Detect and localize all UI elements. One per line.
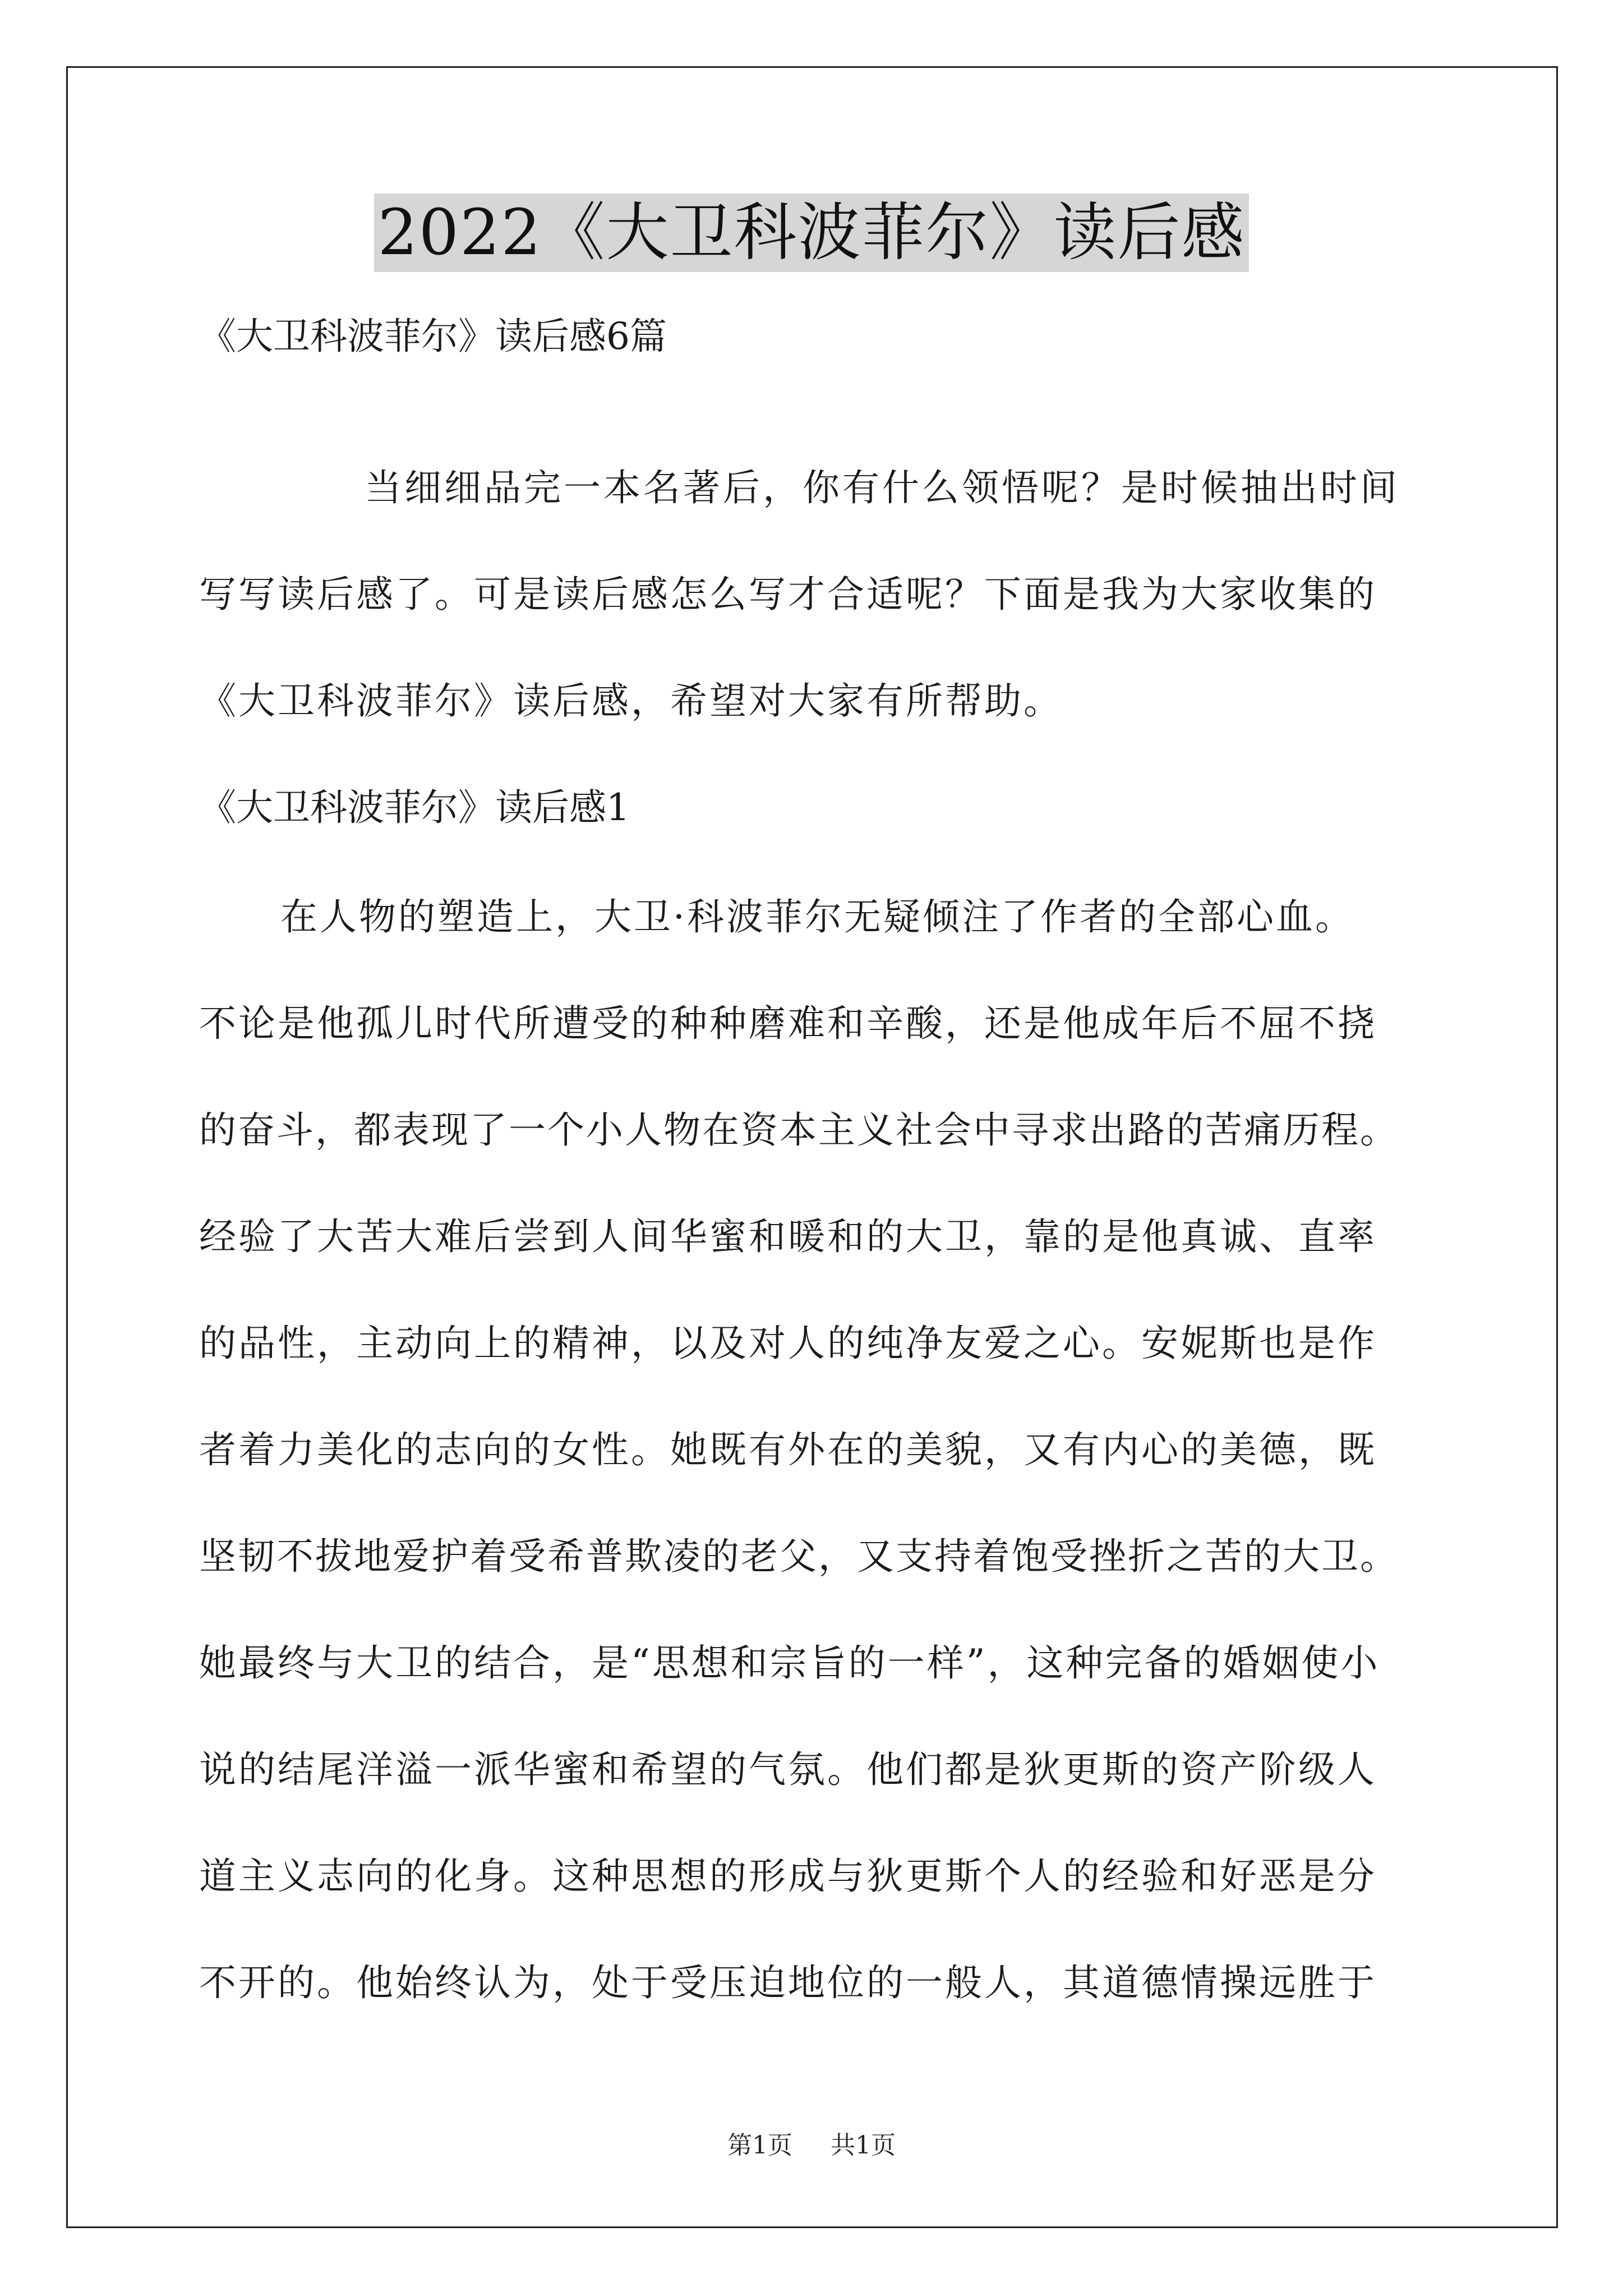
body-line: 在人物的塑造上，大卫·科波菲尔无疑倾注了作者的全部心血。: [280, 895, 1354, 938]
body-line: 坚韧不拔地爱护着受希普欺凌的老父，又支持着饱受挫折之苦的大卫。: [199, 1535, 1399, 1578]
body-line: 说的结尾洋溢一派华蜜和希望的气氛。他们都是狄更斯的资产阶级人: [199, 1748, 1377, 1791]
subtitle: 《大卫科波菲尔》读后感6篇: [199, 315, 667, 358]
body-line: 的奋斗，都表现了一个小人物在资本主义社会中寻求出路的苦痛历程。: [199, 1108, 1399, 1152]
page-footer: [0, 2129, 1623, 2162]
body-line: 道主义志向的化身。这种思想的形成与狄更斯个人的经验和好恶是分: [199, 1855, 1377, 1898]
body-line: 的品性，主动向上的精神，以及对人的纯净友爱之心。安妮斯也是作: [199, 1322, 1377, 1365]
intro-line-1: 当细细品完一本名著后，你有什么领悟呢？是时候抽出时间: [365, 466, 1400, 509]
title-container: [0, 194, 1623, 272]
intro-line-3: 《大卫科波菲尔》读后感，希望对大家有所帮助。: [199, 679, 1063, 723]
intro-line-2: 写写读后感了。可是读后感怎么写才合适呢？下面是我为大家收集的: [199, 573, 1377, 616]
body-line: 她最终与大卫的结合，是“思想和宗旨的一样”，这种完备的婚姻使小: [199, 1641, 1380, 1685]
page-number-total: 共1页: [831, 2131, 896, 2160]
page-number-current: 第1页: [727, 2131, 792, 2160]
body-line: 者着力美化的志向的女性。她既有外在的美貌，又有内心的美德，既: [199, 1428, 1377, 1471]
body-line: 经验了大苦大难后尝到人间华蜜和暖和的大卫，靠的是他真诚、直率: [199, 1215, 1377, 1258]
section-heading: 《大卫科波菲尔》读后感1: [199, 786, 630, 829]
body-line: 不开的。他始终认为，处于受压迫地位的一般人，其道德情操远胜于: [199, 1961, 1377, 2004]
document-title: 2022《大卫科波菲尔》读后感: [374, 194, 1248, 272]
body-line: 不论是他孤儿时代所遭受的种种磨难和辛酸，还是他成年后不屈不挠: [199, 1002, 1377, 1045]
